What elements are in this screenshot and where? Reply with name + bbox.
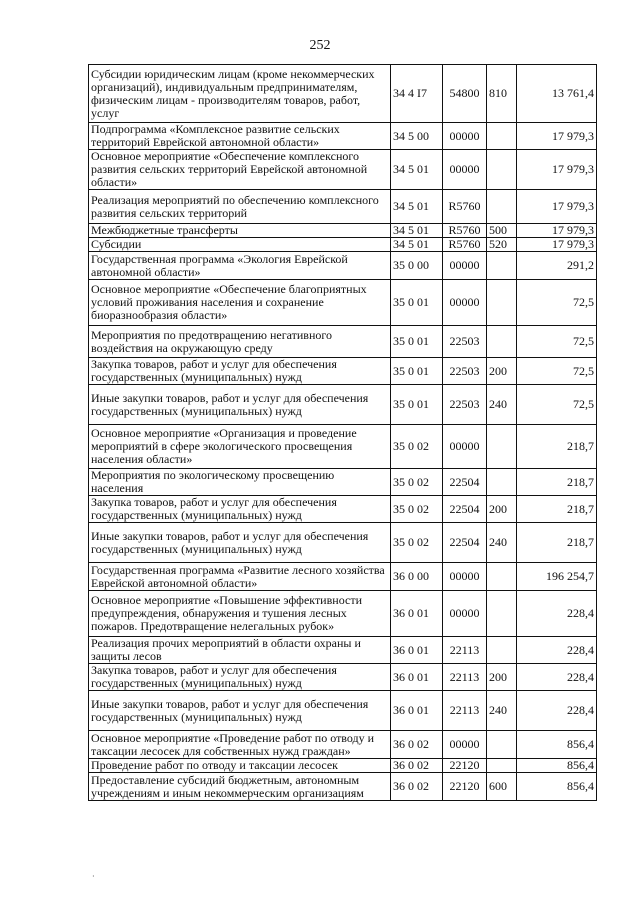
program-code-cell: 35 0 02 bbox=[391, 496, 443, 523]
amount-cell: 228,4 bbox=[517, 637, 597, 664]
program-code-cell: 36 0 02 bbox=[391, 759, 443, 773]
name-cell: Межбюджетные трансферты bbox=[89, 224, 391, 238]
table-row bbox=[89, 773, 597, 801]
direction-code-cell: 22504 bbox=[443, 469, 487, 496]
name-cell: Закупка товаров, работ и услуг для обеспечения государственных (муниципальных) нужд bbox=[89, 664, 391, 691]
direction-code-cell: 22120 bbox=[443, 759, 487, 773]
table-body bbox=[89, 65, 597, 801]
expense-type-cell bbox=[487, 591, 517, 637]
amount-cell: 17 979,3 bbox=[517, 123, 597, 150]
expense-type-cell: 240 bbox=[487, 691, 517, 731]
name-cell: Подпрограмма «Комплексное развитие сельских территорий Еврейской автономной области» bbox=[89, 123, 391, 150]
table-row bbox=[89, 150, 597, 190]
expense-type-cell: 240 bbox=[487, 385, 517, 425]
amount-cell: 196 254,7 bbox=[517, 563, 597, 591]
expense-type-cell: 200 bbox=[487, 664, 517, 691]
amount-cell: 72,5 bbox=[517, 326, 597, 358]
direction-code-cell: 22504 bbox=[443, 496, 487, 523]
table-row bbox=[89, 469, 597, 496]
name-cell: Субсидии bbox=[89, 238, 391, 252]
program-code-cell: 36 0 01 bbox=[391, 591, 443, 637]
table-row bbox=[89, 280, 597, 326]
direction-code-cell: 22503 bbox=[443, 326, 487, 358]
name-cell: Иные закупки товаров, работ и услуг для обеспечения государственных (муниципальных) нужд bbox=[89, 691, 391, 731]
expense-type-cell bbox=[487, 280, 517, 326]
program-code-cell: 35 0 02 bbox=[391, 425, 443, 469]
expense-type-cell bbox=[487, 425, 517, 469]
name-cell: Закупка товаров, работ и услуг для обеспечения государственных (муниципальных) нужд bbox=[89, 358, 391, 385]
table-row bbox=[89, 190, 597, 224]
name-cell: Закупка товаров, работ и услуг для обеспечения государственных (муниципальных) нужд bbox=[89, 496, 391, 523]
amount-cell: 218,7 bbox=[517, 523, 597, 563]
amount-cell: 17 979,3 bbox=[517, 224, 597, 238]
name-cell: Основное мероприятие «Организация и проведение мероприятий в сфере экологического просвещения населения области» bbox=[89, 425, 391, 469]
amount-cell: 13 761,4 bbox=[517, 65, 597, 123]
table-row bbox=[89, 385, 597, 425]
expense-type-cell: 200 bbox=[487, 358, 517, 385]
program-code-cell: 36 0 00 bbox=[391, 563, 443, 591]
program-code-cell: 35 0 01 bbox=[391, 280, 443, 326]
program-code-cell: 34 4 I7 bbox=[391, 65, 443, 123]
direction-code-cell: 22503 bbox=[443, 385, 487, 425]
table-row bbox=[89, 238, 597, 252]
direction-code-cell: 00000 bbox=[443, 563, 487, 591]
page-number: 252 bbox=[309, 38, 331, 53]
program-code-cell: 36 0 02 bbox=[391, 731, 443, 759]
direction-code-cell: 22120 bbox=[443, 773, 487, 801]
direction-code-cell: 00000 bbox=[443, 123, 487, 150]
amount-cell: 856,4 bbox=[517, 773, 597, 801]
table-row bbox=[89, 224, 597, 238]
name-cell: Основное мероприятие «Проведение работ по отводу и таксации лесосек для собственных нужд граждан» bbox=[89, 731, 391, 759]
name-cell: Реализация прочих мероприятий в области охраны и защиты лесов bbox=[89, 637, 391, 664]
program-code-cell: 36 0 01 bbox=[391, 691, 443, 731]
direction-code-cell: 22504 bbox=[443, 523, 487, 563]
expense-type-cell bbox=[487, 123, 517, 150]
amount-cell: 17 979,3 bbox=[517, 150, 597, 190]
program-code-cell: 34 5 01 bbox=[391, 150, 443, 190]
table-row bbox=[89, 664, 597, 691]
amount-cell: 72,5 bbox=[517, 358, 597, 385]
direction-code-cell: 00000 bbox=[443, 280, 487, 326]
direction-code-cell: 22113 bbox=[443, 637, 487, 664]
program-code-cell: 35 0 01 bbox=[391, 326, 443, 358]
direction-code-cell: 00000 bbox=[443, 425, 487, 469]
expense-type-cell bbox=[487, 637, 517, 664]
amount-cell: 291,2 bbox=[517, 252, 597, 280]
table-row bbox=[89, 496, 597, 523]
expense-type-cell: 200 bbox=[487, 496, 517, 523]
expense-type-cell bbox=[487, 190, 517, 224]
amount-cell: 218,7 bbox=[517, 469, 597, 496]
name-cell: Государственная программа «Экология Еврейской автономной области» bbox=[89, 252, 391, 280]
table-row bbox=[89, 252, 597, 280]
program-code-cell: 34 5 01 bbox=[391, 238, 443, 252]
budget-table bbox=[88, 64, 597, 801]
expense-type-cell: 810 bbox=[487, 65, 517, 123]
direction-code-cell: 00000 bbox=[443, 252, 487, 280]
name-cell: Иные закупки товаров, работ и услуг для обеспечения государственных (муниципальных) нужд bbox=[89, 523, 391, 563]
name-cell: Мероприятия по предотвращению негативного воздействия на окружающую среду bbox=[89, 326, 391, 358]
name-cell: Проведение работ по отводу и таксации лесосек bbox=[89, 759, 391, 773]
table-row bbox=[89, 358, 597, 385]
table-row bbox=[89, 691, 597, 731]
name-cell: Государственная программа «Развитие лесного хозяйства Еврейской автономной области» bbox=[89, 563, 391, 591]
name-cell: Основное мероприятие «Обеспечение комплексного развития сельских территорий Еврейской автономной области» bbox=[89, 150, 391, 190]
table-row bbox=[89, 759, 597, 773]
expense-type-cell: 500 bbox=[487, 224, 517, 238]
direction-code-cell: 00000 bbox=[443, 731, 487, 759]
expense-type-cell: 240 bbox=[487, 523, 517, 563]
program-code-cell: 36 0 01 bbox=[391, 637, 443, 664]
expense-type-cell bbox=[487, 326, 517, 358]
amount-cell: 228,4 bbox=[517, 664, 597, 691]
expense-type-cell: 600 bbox=[487, 773, 517, 801]
program-code-cell: 34 5 01 bbox=[391, 224, 443, 238]
name-cell: Основное мероприятие «Повышение эффективности предупреждения, обнаружения и тушения лесных пожаров. Предотвращение нелегальных рубок» bbox=[89, 591, 391, 637]
direction-code-cell: 22113 bbox=[443, 664, 487, 691]
name-cell: Мероприятия по экологическому просвещению населения bbox=[89, 469, 391, 496]
amount-cell: 218,7 bbox=[517, 425, 597, 469]
direction-code-cell: 54800 bbox=[443, 65, 487, 123]
name-cell: Субсидии юридическим лицам (кроме некоммерческих организаций), индивидуальным предпринимателям, физическим лицам - производителям товаров, работ, услуг bbox=[89, 65, 391, 123]
expense-type-cell bbox=[487, 759, 517, 773]
amount-cell: 218,7 bbox=[517, 496, 597, 523]
amount-cell: 228,4 bbox=[517, 591, 597, 637]
table-row bbox=[89, 563, 597, 591]
direction-code-cell: R5760 bbox=[443, 224, 487, 238]
name-cell: Иные закупки товаров, работ и услуг для обеспечения государственных (муниципальных) нужд bbox=[89, 385, 391, 425]
expense-type-cell bbox=[487, 252, 517, 280]
name-cell: Предоставление субсидий бюджетным, автономным учреждениям и иным некоммерческим организациям bbox=[89, 773, 391, 801]
amount-cell: 72,5 bbox=[517, 385, 597, 425]
table-row bbox=[89, 523, 597, 563]
expense-type-cell bbox=[487, 150, 517, 190]
name-cell: Реализация мероприятий по обеспечению комплексного развития сельских территорий bbox=[89, 190, 391, 224]
table-row bbox=[89, 731, 597, 759]
scan-dot: · bbox=[92, 872, 95, 881]
table-row bbox=[89, 425, 597, 469]
program-code-cell: 34 5 00 bbox=[391, 123, 443, 150]
direction-code-cell: 00000 bbox=[443, 591, 487, 637]
program-code-cell: 36 0 02 bbox=[391, 773, 443, 801]
expense-type-cell bbox=[487, 731, 517, 759]
expense-type-cell: 520 bbox=[487, 238, 517, 252]
amount-cell: 856,4 bbox=[517, 731, 597, 759]
amount-cell: 72,5 bbox=[517, 280, 597, 326]
program-code-cell: 36 0 01 bbox=[391, 664, 443, 691]
direction-code-cell: R5760 bbox=[443, 238, 487, 252]
program-code-cell: 35 0 02 bbox=[391, 523, 443, 563]
program-code-cell: 35 0 02 bbox=[391, 469, 443, 496]
table-row bbox=[89, 591, 597, 637]
table-row bbox=[89, 65, 597, 123]
program-code-cell: 35 0 01 bbox=[391, 385, 443, 425]
direction-code-cell: 22113 bbox=[443, 691, 487, 731]
amount-cell: 228,4 bbox=[517, 691, 597, 731]
amount-cell: 17 979,3 bbox=[517, 190, 597, 224]
table-row bbox=[89, 326, 597, 358]
table-row bbox=[89, 637, 597, 664]
expense-type-cell bbox=[487, 563, 517, 591]
table-row bbox=[89, 123, 597, 150]
name-cell: Основное мероприятие «Обеспечение благоприятных условий проживания населения и сохранение биоразнообразия области» bbox=[89, 280, 391, 326]
direction-code-cell: 00000 bbox=[443, 150, 487, 190]
expense-type-cell bbox=[487, 469, 517, 496]
program-code-cell: 34 5 01 bbox=[391, 190, 443, 224]
direction-code-cell: 22503 bbox=[443, 358, 487, 385]
amount-cell: 856,4 bbox=[517, 759, 597, 773]
direction-code-cell: R5760 bbox=[443, 190, 487, 224]
program-code-cell: 35 0 00 bbox=[391, 252, 443, 280]
program-code-cell: 35 0 01 bbox=[391, 358, 443, 385]
amount-cell: 17 979,3 bbox=[517, 238, 597, 252]
